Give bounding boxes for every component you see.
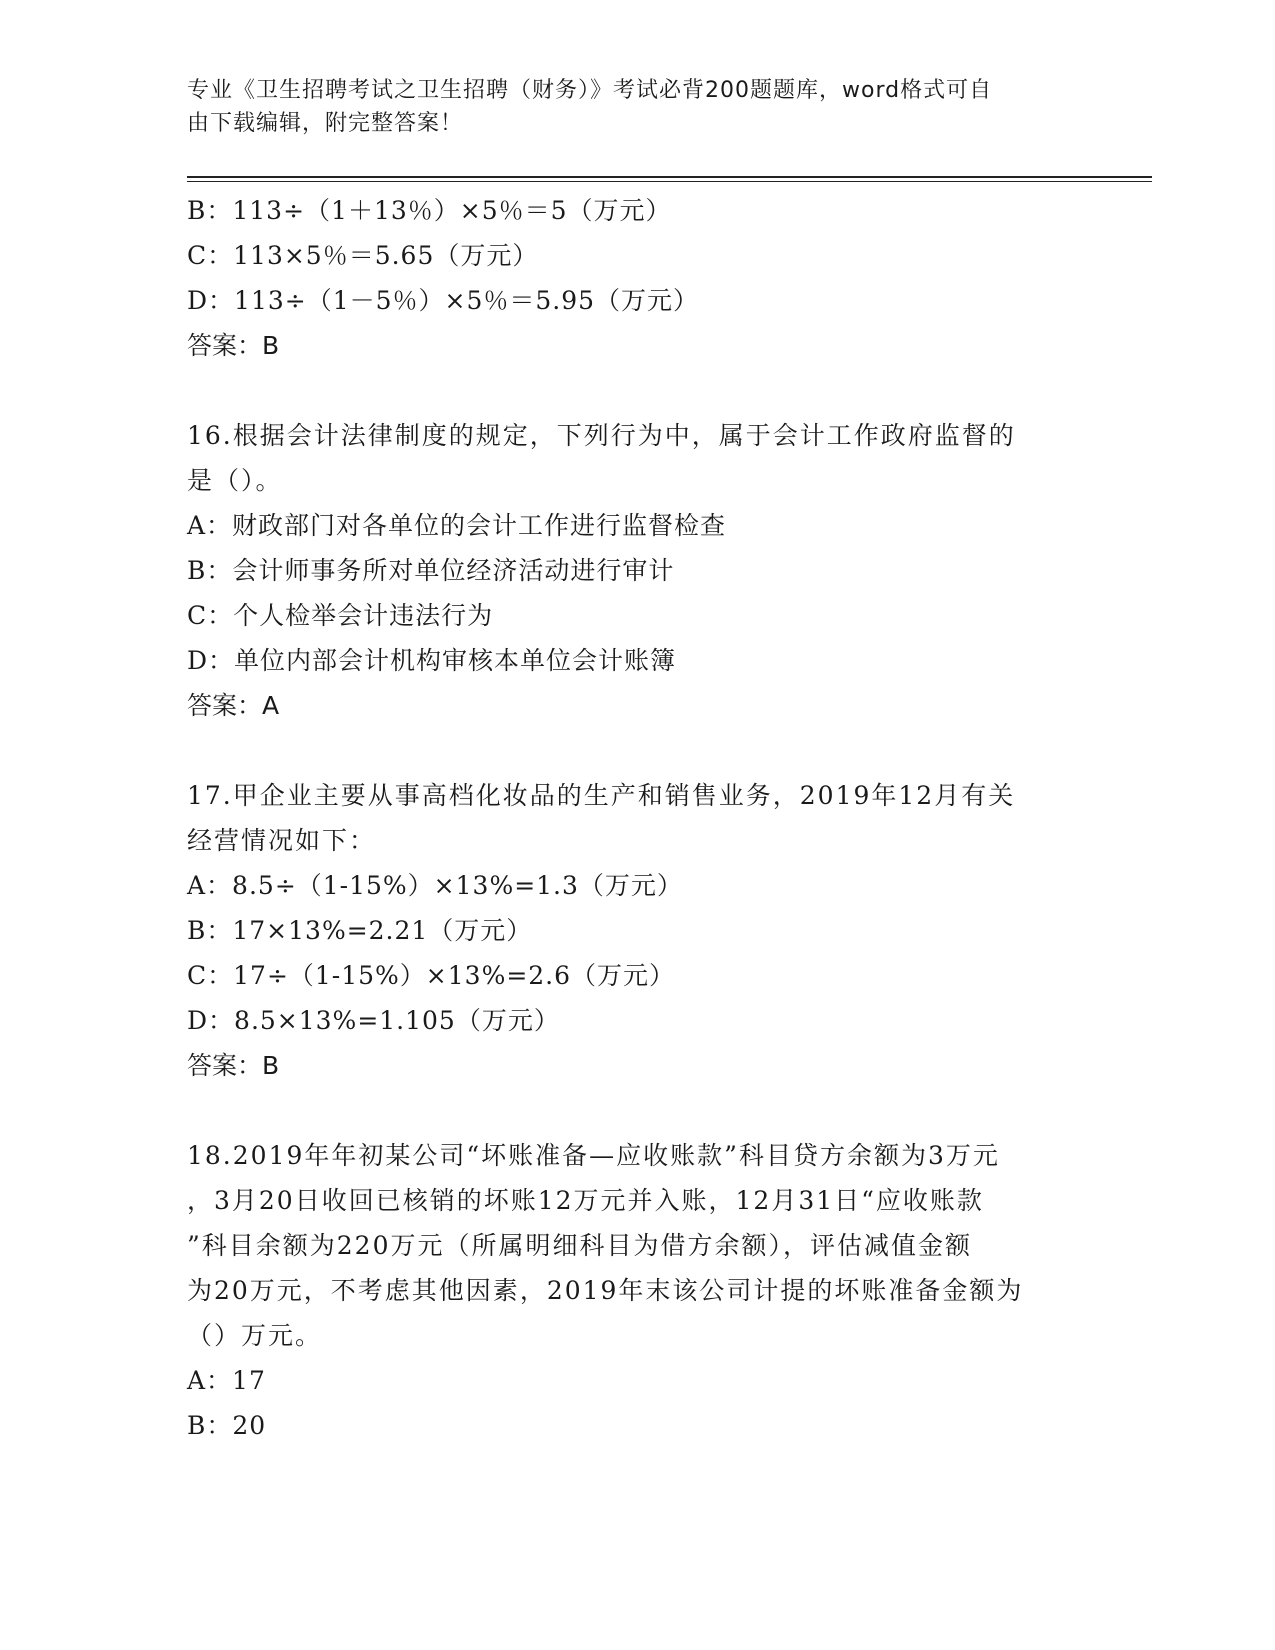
option-a: A：17 [187, 1366, 266, 1395]
option-b: B：20 [187, 1411, 267, 1440]
option-c: C：个人检举会计违法行为 [187, 601, 494, 630]
header-divider-thick [187, 176, 1152, 178]
question-stem-line-2: 是（）。 [187, 466, 283, 495]
document-header [187, 74, 1067, 140]
option-d: D：113÷（1－5％）×5％＝5.95（万元） [187, 286, 700, 315]
question-18 [187, 1133, 1087, 1448]
question-17 [187, 773, 1087, 1088]
question-stem-line-5: （）万元。 [187, 1321, 323, 1350]
option-d: D：单位内部会计机构审核本单位会计账簿 [187, 646, 677, 675]
spacer [187, 368, 1087, 413]
header-line-1: 专业《卫生招聘考试之卫生招聘（财务）》考试必背200题题库，word格式可自 [187, 78, 993, 103]
question-stem-line-1: 16.根据会计法律制度的规定，下列行为中，属于会计工作政府监督的 [187, 421, 1016, 450]
option-a: A：财政部门对各单位的会计工作进行监督检查 [187, 511, 727, 540]
spacer [187, 728, 1087, 773]
question-stem [187, 773, 1087, 863]
spacer [187, 1088, 1087, 1133]
question-stem-line-2: ，3月20日收回已核销的坏账12万元并入账，12月31日“应收账款 [187, 1186, 984, 1215]
question-stem-line-2: 经营情况如下： [187, 826, 377, 855]
option-b: B：会计师事务所对单位经济活动进行审计 [187, 556, 675, 585]
header-divider-thin [187, 181, 1152, 182]
question-stem-line-3: ”科目余额为220万元（所属明细科目为借方余额），评估减值金额 [187, 1231, 973, 1260]
answer-line: 答案：A [187, 691, 280, 720]
answer-line: 答案：B [187, 1051, 280, 1080]
option-c: C：113×5％＝5.65（万元） [187, 241, 539, 270]
option-c: C：17÷（1-15%）×13%=2.6（万元） [187, 961, 676, 990]
question-stem-line-1: 17.甲企业主要从事高档化妆品的生产和销售业务，2019年12月有关 [187, 781, 1016, 810]
option-b: B：17×13%=2.21（万元） [187, 916, 533, 945]
option-a: A：8.5÷（1-15%）×13%=1.3（万元） [187, 871, 683, 900]
question-15-continued [187, 188, 1087, 368]
option-d: D：8.5×13%=1.105（万元） [187, 1006, 560, 1035]
answer-line: 答案：B [187, 331, 280, 360]
question-16 [187, 413, 1087, 728]
question-stem-line-4: 为20万元，不考虑其他因素，2019年末该公司计提的坏账准备金额为 [187, 1276, 1024, 1305]
document-body [187, 188, 1087, 1448]
option-b: B：113÷（1＋13％）×5％＝5（万元） [187, 196, 672, 225]
question-stem [187, 1133, 1087, 1358]
question-stem [187, 413, 1087, 503]
header-line-2: 由下载编辑，附完整答案！ [187, 111, 464, 136]
question-stem-line-1: 18.2019年年初某公司“坏账准备—应收账款”科目贷方余额为3万元 [187, 1141, 1000, 1170]
